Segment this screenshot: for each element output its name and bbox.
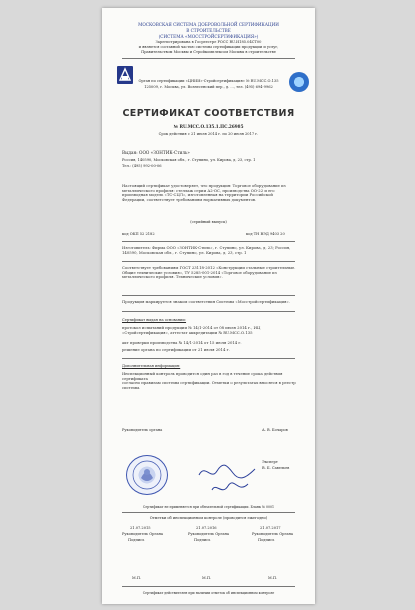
divider bbox=[122, 58, 295, 59]
inspection-label: Руководитель Органа bbox=[188, 532, 230, 536]
product-statement: Настоящий сертификат удостоверяет, что продукция: Торговое оборудование из металлического профиля: стеллаж серии А2-ОС, производства ОО-22 и его производная модель «ТС-СЦЛ», изготовленная на территории Российской Федерации, соответствует требованиям нормативных документов. bbox=[122, 183, 286, 202]
basis-item: решение органа по сертификации от 21 июля 2014 г. bbox=[122, 347, 230, 352]
additional-title: Дополнительная информация: bbox=[122, 364, 181, 368]
header-registration: Зарегистрирована в Госреестре РОСС RU.И185.04СТ00 bbox=[155, 40, 262, 44]
certificate-number: № RU.МСС.О.135.1.ПС.26985 bbox=[173, 124, 244, 129]
inspection-mp: М.П. bbox=[132, 576, 142, 580]
basis-title: Сертификат выдан на основании: bbox=[122, 318, 187, 322]
divider bbox=[122, 241, 295, 242]
divider bbox=[122, 295, 295, 296]
expert-name: В. Б. Савельев bbox=[262, 466, 290, 470]
footer-note: Сертификат действителен при наличии отметок об инспекционном контроле bbox=[142, 591, 275, 595]
inspection-sign: Подпись bbox=[194, 538, 211, 542]
applicant-phone: Тел.: (495) 992-00-06 bbox=[122, 164, 162, 168]
inspection-label: Руководитель Органа bbox=[122, 532, 164, 536]
basis-item: акт проверки производства № 14/1-2014 от 15 июля 2014 г. bbox=[122, 340, 242, 345]
head-name: А. В. Бочаров bbox=[262, 428, 288, 432]
product-caption: (серийный выпуск) bbox=[190, 220, 227, 224]
certificate-validity: Срок действия с 21 июля 2014 г. по 20 июля 2017 г. bbox=[158, 132, 259, 136]
header-desc2: Правительством Москвы и Стройкомплексом Москвы в строительстве bbox=[141, 50, 276, 54]
seal-caption: Сертификат не применяется при обязательной сертификации. Бланк № 0001 bbox=[142, 505, 275, 509]
inspection-sign: Подпись bbox=[128, 538, 145, 542]
expert-label: Эксперт bbox=[262, 460, 278, 464]
applicant-name: ООО «ЗОНТИК-Стиль» bbox=[139, 150, 190, 155]
applicant-label-text: Выдан: bbox=[122, 150, 138, 155]
compliance-text: Соответствует требованиям ГОСТ 23118-2012 «Конструкции стальные строительные. Общие технические условия», ТУ 5285-001-2014 «Торговое оборудование из металлического профиля. Технические условия». bbox=[122, 265, 296, 280]
header-desc1: и является составной частью системы сертификации продукции и услуг, bbox=[138, 45, 279, 49]
header-line2: В СТРОИТЕЛЬСТВЕ bbox=[186, 28, 231, 33]
additional-line1: Инспекционный контроль проводится один раз в год в течение срока действия сертификата bbox=[122, 371, 283, 381]
additional-line2: согласно правилам системы сертификации. Отметки о результатах вносятся в реестр системы. bbox=[122, 380, 296, 390]
official-stamp-icon bbox=[126, 455, 168, 495]
applicant-label bbox=[122, 150, 190, 155]
divider bbox=[122, 261, 295, 262]
divider bbox=[122, 512, 295, 513]
certificate-sheet bbox=[102, 8, 315, 604]
body-line2: 125009, г. Москва, ул. Вознесенский пер., д. ..., тел. (495) 694-9962 bbox=[144, 85, 273, 89]
inspection-title: Отметки об инспекционном контроле (проводится ежегодно) bbox=[149, 516, 268, 520]
inspection-label: Руководитель Органа bbox=[252, 532, 294, 536]
inspection-mp: М.П. bbox=[202, 576, 212, 580]
body-line1: Орган по сертификации «ЦНИИ»-Стройсертификация» № RU.МСС.О.135 bbox=[138, 79, 279, 83]
mark-text: Продукция маркируется знаком соответствия Системы «Мосстройсертификация». bbox=[122, 299, 290, 304]
code-okp: код ОКП 52 2182 bbox=[122, 232, 155, 236]
inspection-date: 21.07.2017 bbox=[260, 526, 281, 530]
inspection-mp: М.П. bbox=[268, 576, 278, 580]
manufacturer-text: Изготовитель: Фирма ООО «ЗОНТИК-Стиль», г. Ступино, ул. Кирова, д. 23; Россия, 140590, Московская обл., г. Ступино, ул. Кирова, д. 23, стр. 1 bbox=[122, 245, 291, 255]
head-label: Руководитель органа bbox=[122, 428, 163, 432]
certificate-title: СЕРТИФИКАТ СООТВЕТСТВИЯ bbox=[122, 108, 295, 119]
header-line1: МОСКОВСКАЯ СИСТЕМА ДОБРОВОЛЬНОЙ СЕРТИФИКАЦИИ bbox=[138, 22, 279, 27]
divider bbox=[122, 586, 295, 587]
basis-item: протокол испытаний продукции № 14/1-2014 от 08 июля 2014 г., ИЦ «Стройсертификация», аттестат аккредитации № RU.МСС.О.135 bbox=[122, 325, 261, 335]
expert-signature-icon bbox=[210, 478, 250, 498]
divider bbox=[122, 358, 295, 359]
applicant-address: Россия, 140590, Московская обл., г. Ступино, ул. Кирова, д. 23, стр. 1 bbox=[122, 158, 256, 162]
inspection-date: 21.07.2015 bbox=[130, 526, 151, 530]
inspection-sign: Подпись bbox=[258, 538, 275, 542]
header-line3: (СИСТЕМА «МОССТРОЙСЕРТИФИКАЦИЯ») bbox=[158, 34, 259, 39]
code-tnved: код ТН ВЭД 9403 20 bbox=[246, 232, 285, 236]
inspection-date: 21.07.2016 bbox=[196, 526, 217, 530]
divider bbox=[122, 311, 295, 312]
